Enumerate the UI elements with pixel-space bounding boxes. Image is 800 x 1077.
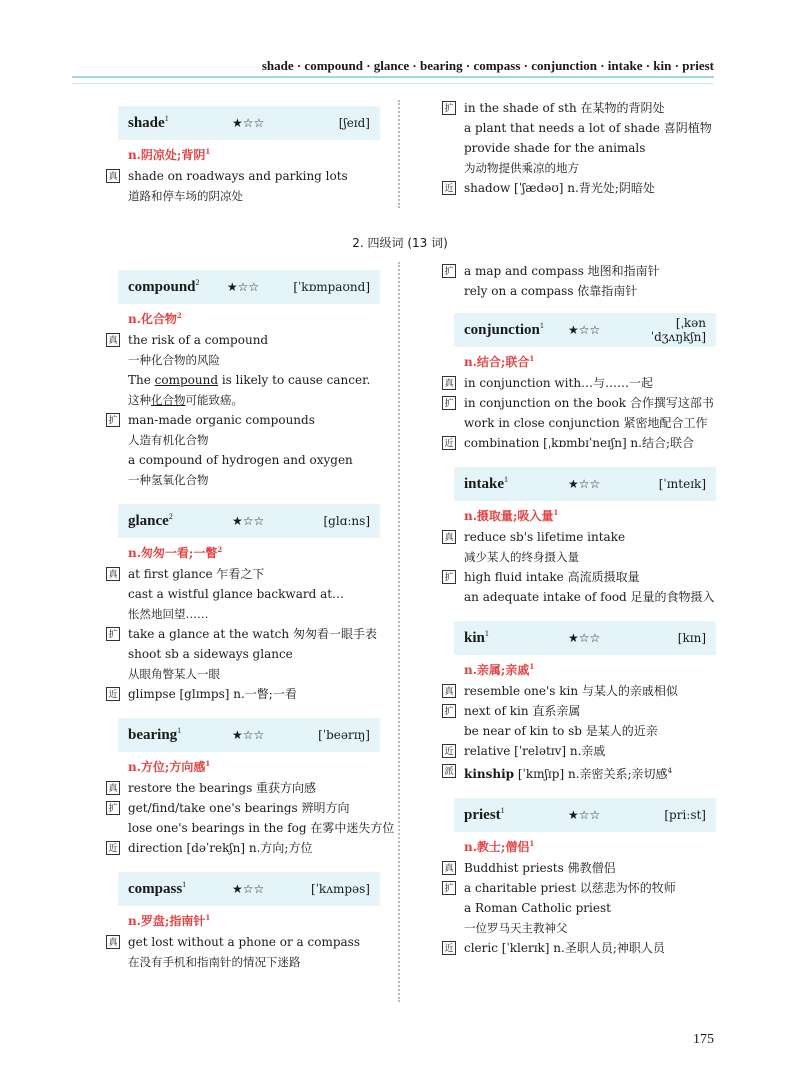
- section-title: 2. 四级词 (13 词): [352, 236, 448, 250]
- entry-tag: 近: [106, 687, 120, 701]
- entry-shade: [108, 106, 380, 206]
- entry-tag: 真: [442, 684, 456, 698]
- phonetic: [priːst]: [664, 808, 706, 822]
- phonetic: [ʃeɪd]: [338, 116, 370, 130]
- rating-stars: ★☆☆: [232, 728, 265, 742]
- headword: glance$^2$: [128, 512, 173, 529]
- entry-tag: 扩: [442, 570, 456, 584]
- headword-card: [454, 313, 716, 347]
- entry-glance: [108, 504, 394, 704]
- expansion: provide shade for the animals: [464, 141, 646, 155]
- definition: n.匆匆一看;一瞥$^2$: [128, 545, 223, 560]
- entry-tag: 扩: [442, 704, 456, 718]
- headword: intake$^1$: [464, 475, 509, 492]
- headword: compound$^2$: [128, 278, 200, 295]
- phonetic: [ˈɪnteɪk]: [658, 477, 706, 491]
- example-translation: 一种化合物的风险: [128, 353, 220, 367]
- entry-tag: 派: [442, 764, 456, 778]
- right-column: [444, 261, 716, 972]
- left-column: [108, 270, 395, 986]
- synonym: 近 shadow [ˈʃædəʊ] n.背光处;阴暗处: [454, 178, 712, 198]
- headword-card: [454, 621, 716, 655]
- rating-stars: ★☆☆: [568, 323, 601, 337]
- entry-tag: 近: [442, 181, 456, 195]
- phonetic: [ˌkənˈdʒʌŋkʃn]: [650, 316, 706, 344]
- expansion: work in close conjunction 紧密地配合工作: [464, 416, 708, 430]
- entry-tag: 扩: [106, 801, 120, 815]
- entry-tag: 扩: [442, 881, 456, 895]
- expansion-translation: 人造有机化合物: [128, 433, 209, 447]
- expansion: a Roman Catholic priest: [464, 901, 611, 915]
- example: The compound is likely to cause cancer.: [128, 373, 371, 387]
- example: cast a wistful glance backward at…: [128, 587, 345, 601]
- definition: n.罗盘;指南针$^1$: [128, 913, 211, 928]
- entry-tag: 近: [106, 841, 120, 855]
- example: 真 the risk of a compound: [118, 330, 394, 350]
- headword: shade$^1$: [128, 114, 169, 131]
- phonetic: [kɪn]: [677, 631, 706, 645]
- expansion: lose one's bearings in the fog 在雾中迷失方位: [128, 821, 395, 835]
- entry-tag: 扩: [442, 101, 456, 115]
- example-translation: 这种化合物可能致癌。: [128, 393, 243, 407]
- expansion: 扩 a map and compass 地图和指南针: [454, 261, 716, 281]
- expansion-translation: 一种氢氧化合物: [128, 473, 209, 487]
- expansion: 扩 man-made organic compounds: [118, 410, 394, 430]
- expansion: 扩 high fluid intake 高流质摄取量: [454, 567, 716, 587]
- entry-tag: 近: [442, 744, 456, 758]
- definition: n.教士;僧侣$^1$: [464, 839, 535, 854]
- expansion: an adequate intake of food 足量的食物摄入: [464, 590, 715, 604]
- headword-card: [454, 467, 716, 501]
- headword: priest$^1$: [464, 806, 505, 823]
- headword: kin$^1$: [464, 629, 489, 646]
- phonetic: [glɑːns]: [323, 514, 370, 528]
- entry-tag: 近: [442, 436, 456, 450]
- example: 真 Buddhist priests 佛教僧侣: [454, 858, 716, 878]
- entry-tag: 近: [442, 941, 456, 955]
- entry-priest: [444, 798, 716, 958]
- entry-shade-cont: [444, 98, 712, 198]
- definition: n.亲属;亲戚$^1$: [464, 662, 535, 677]
- rating-stars: ★☆☆: [232, 514, 265, 528]
- entry-conjunction: [444, 313, 716, 453]
- expansion: 扩 in conjunction on the book 合作撰写这部书: [454, 393, 716, 413]
- entry-tag: 真: [106, 935, 120, 949]
- entry-tag: 真: [106, 567, 120, 581]
- entry-kin: [444, 621, 716, 784]
- page-number: 175: [693, 1032, 714, 1047]
- phonetic: [ˈkʌmpəs]: [310, 882, 370, 896]
- page-header: [0, 0, 800, 95]
- entry-tag: 真: [442, 861, 456, 875]
- expansion: 扩 get/find/take one's bearings 辨明方向: [118, 798, 394, 818]
- rating-stars: ★☆☆: [568, 477, 601, 491]
- expansion: rely on a compass 依靠指南针: [464, 284, 638, 298]
- rating-stars: ★☆☆: [226, 280, 260, 294]
- entry-tag: 扩: [442, 396, 456, 410]
- definition: n.结合;联合$^1$: [464, 354, 535, 369]
- headword-card: [118, 270, 380, 304]
- phonetic: [ˈkɒmpaʊnd]: [293, 280, 370, 294]
- entry-tag: 扩: [106, 627, 120, 641]
- example-translation: 在没有手机和指南针的情况下迷路: [128, 955, 301, 969]
- rating-stars: ★☆☆: [232, 882, 265, 896]
- example: 真 resemble one's kin 与某人的亲戚相似: [454, 681, 716, 701]
- expansion: 扩 in the shade of sth 在某物的背阴处: [454, 98, 712, 118]
- expansion: 扩 take a glance at the watch 匆匆看一眼手表: [118, 624, 394, 644]
- headword: compass$^1$: [128, 880, 187, 897]
- entry-tag: 扩: [106, 413, 120, 427]
- example: 真 shade on roadways and parking lots: [118, 166, 380, 186]
- expansion-translation: 从眼角瞥某人一眼: [128, 667, 220, 681]
- definition: n.阴凉处;背阴$^1$: [128, 147, 211, 162]
- synonym: 近 relative [ˈrelətɪv] n.亲戚: [454, 741, 716, 761]
- entry-tag: 真: [106, 781, 120, 795]
- headword: conjunction$^1$: [464, 321, 544, 338]
- expansion-translation: 为动物提供乘凉的地方: [464, 161, 579, 175]
- entry-compound: [108, 270, 394, 490]
- expansion: be near of kin to sb 是某人的近亲: [464, 724, 658, 738]
- example: 真 reduce sb's lifetime intake: [454, 527, 716, 547]
- entry-compass-cont: [444, 261, 716, 301]
- headword: bearing$^1$: [128, 726, 182, 743]
- entry-tag: 真: [442, 376, 456, 390]
- synonym: 近 cleric [ˈklerɪk] n.圣职人员;神职人员: [454, 938, 716, 958]
- entry-intake: [444, 467, 716, 607]
- synonym: 近 glimpse [glɪmps] n.一瞥;一看: [118, 684, 394, 704]
- derivative: 派 kinship [ˈkɪnʃɪp] n.亲密关系;亲切感$^4$: [454, 761, 716, 784]
- headword-card: [118, 504, 380, 538]
- example: 真 at first glance 乍看之下: [118, 564, 394, 584]
- definition: n.化合物$^2$: [128, 311, 182, 326]
- rating-stars: ★☆☆: [568, 808, 601, 822]
- entry-tag: 真: [442, 530, 456, 544]
- column-divider: [398, 100, 408, 208]
- example-translation: 道路和停车场的阴凉处: [128, 189, 243, 203]
- expansion: 扩 a charitable priest 以慈悲为怀的牧师: [454, 878, 716, 898]
- entry-compass: [108, 872, 394, 972]
- definition: n.摄取量;吸入量$^1$: [464, 508, 559, 523]
- entry-tag: 扩: [442, 264, 456, 278]
- column-divider: [398, 262, 408, 1002]
- expansion: a plant that needs a lot of shade 喜阴植物: [464, 121, 712, 135]
- example-translation: 怅然地回望……: [128, 607, 209, 621]
- header-words: shade · compound · glance · bearing · compass · conjunction · intake · kin · priest: [261, 58, 714, 73]
- tag-zhen: 真: [106, 169, 120, 183]
- rating-stars: ★☆☆: [568, 631, 601, 645]
- rating-stars: ★☆☆: [232, 116, 265, 130]
- synonym: 近 combination [ˌkɒmbɪˈneɪʃn] n.结合;联合: [454, 433, 716, 453]
- headword-card: [454, 798, 716, 832]
- expansion: 扩 next of kin 直系亲属: [454, 701, 716, 721]
- headword-card: [118, 718, 380, 752]
- example: 真 restore the bearings 重获方向感: [118, 778, 394, 798]
- expansion: shoot sb a sideways glance: [128, 647, 293, 661]
- definition: n.方位;方向感$^1$: [128, 759, 211, 774]
- example: 真 get lost without a phone or a compass: [118, 932, 394, 952]
- expansion: a compound of hydrogen and oxygen: [128, 453, 353, 467]
- entry-bearing: [108, 718, 395, 858]
- example-translation: 减少某人的终身摄入量: [464, 550, 579, 564]
- example: 真 in conjunction with…与……一起: [454, 373, 716, 393]
- headword-card: [118, 106, 380, 140]
- headword-card: [118, 872, 380, 906]
- synonym: 近 direction [dəˈrekʃn] n.方向;方位: [118, 838, 394, 858]
- expansion-translation: 一位罗马天主教神父: [464, 921, 568, 935]
- entry-tag: 真: [106, 333, 120, 347]
- phonetic: [ˈbeərɪŋ]: [318, 728, 370, 742]
- header-rule: [72, 76, 714, 84]
